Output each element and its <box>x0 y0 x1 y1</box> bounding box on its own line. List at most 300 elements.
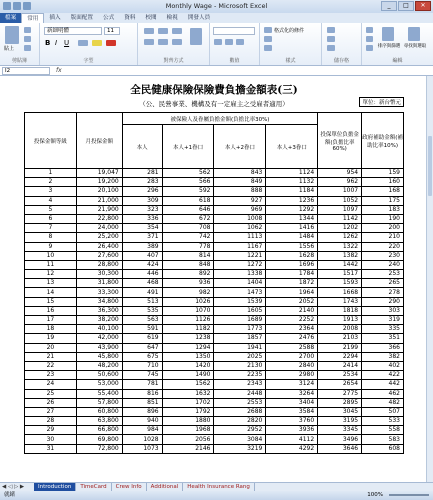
tab-page-layout[interactable]: 版面配置 <box>70 15 93 21</box>
table-cell: 1007 <box>318 187 362 196</box>
table-row <box>25 380 404 389</box>
paste-icon[interactable] <box>5 26 19 44</box>
table-cell: 28,800 <box>76 260 122 269</box>
table-cell: 26 <box>25 398 77 407</box>
table-cell: 335 <box>362 325 404 334</box>
table-cell: 323 <box>122 205 162 214</box>
currency-icon[interactable] <box>214 39 222 45</box>
table-cell: 892 <box>162 270 214 279</box>
table-row <box>25 398 404 407</box>
table-cell: 608 <box>362 444 404 453</box>
header-salary: 月投保金額 <box>76 113 122 169</box>
table-cell: 23 <box>25 371 77 380</box>
table-cell: 1562 <box>162 380 214 389</box>
table-cell: 1272 <box>214 260 266 269</box>
table-row <box>25 352 404 361</box>
table-cell: 27 <box>25 407 77 416</box>
italic-button[interactable]: I <box>55 39 58 47</box>
font-color-icon[interactable] <box>106 40 116 46</box>
tab-home[interactable]: 常用 <box>21 13 44 23</box>
table-cell: 2364 <box>266 325 318 334</box>
table-cell: 278 <box>362 288 404 297</box>
table-cell: 1632 <box>162 389 214 398</box>
table-cell: 336 <box>122 214 162 223</box>
table-cell: 20,100 <box>76 187 122 196</box>
table-cell: 2688 <box>214 407 266 416</box>
table-cell: 230 <box>362 251 404 260</box>
find-select-label[interactable]: 尋找與選取 <box>403 44 427 49</box>
table-cell: 21 <box>25 352 77 361</box>
copy-icon[interactable] <box>24 36 31 42</box>
table-cell: 424 <box>122 260 162 269</box>
title-bar <box>0 0 433 13</box>
table-cell: 562 <box>162 169 214 178</box>
table-cell: 1097 <box>318 205 362 214</box>
table-cell: 57,800 <box>76 398 122 407</box>
conditional-format-label[interactable]: 格式化的條件 <box>274 28 305 34</box>
table-cell: 1484 <box>266 233 318 242</box>
table-cell: 982 <box>162 288 214 297</box>
group-number <box>210 23 260 65</box>
group-label: 對齊方式 <box>163 58 184 64</box>
table-cell: 8 <box>25 233 77 242</box>
table-row <box>25 178 404 187</box>
table-cell: 1784 <box>266 270 318 279</box>
table-row <box>25 426 404 435</box>
group-label: 樣式 <box>285 58 296 64</box>
table-row <box>25 316 404 325</box>
table-cell: 1696 <box>266 260 318 269</box>
table-row <box>25 233 404 242</box>
minimize-button[interactable]: _ <box>381 1 397 11</box>
table-cell: 72,800 <box>76 444 122 453</box>
align-top-icon[interactable] <box>144 28 154 34</box>
table-cell: 2008 <box>318 325 362 334</box>
header-gov: 政府補助金額(補助比率10%) <box>362 113 404 169</box>
table-cell: 25,200 <box>76 233 122 242</box>
header-plus1: 本人+1眷口 <box>162 125 214 169</box>
table-cell: 1202 <box>318 224 362 233</box>
table-cell: 1872 <box>266 279 318 288</box>
table-cell: 954 <box>318 169 362 178</box>
table-row <box>25 343 404 352</box>
table-cell: 29 <box>25 426 77 435</box>
table-cell: 4292 <box>266 444 318 453</box>
group-cells <box>322 23 362 65</box>
table-cell: 281 <box>122 169 162 178</box>
sheet-tab-crew-info[interactable]: Crew Info <box>112 483 147 491</box>
table-cell: 402 <box>362 361 404 370</box>
table-cell: 2140 <box>266 306 318 315</box>
table-cell: 6 <box>25 214 77 223</box>
table-cell: 1167 <box>214 242 266 251</box>
table-row <box>25 417 404 426</box>
group-label: 編輯 <box>392 58 403 64</box>
tab-insert[interactable]: 插入 <box>49 15 61 21</box>
window-title: Monthly Wage - Microsoft Excel <box>165 2 268 10</box>
table-cell: 183 <box>362 205 404 214</box>
table-cell: 4 <box>25 196 77 205</box>
table-cell: 210 <box>362 233 404 242</box>
table-cell: 1689 <box>214 316 266 325</box>
table-cell: 1593 <box>318 279 362 288</box>
group-label: 字型 <box>83 58 94 64</box>
subtitle-text: （公、民營事業、機構及有一定雇主之受雇者適用） <box>139 100 289 108</box>
table-cell: 220 <box>362 242 404 251</box>
header-plus3: 本人+3眷口 <box>266 125 318 169</box>
table-cell: 43,900 <box>76 343 122 352</box>
table-cell: 175 <box>362 196 404 205</box>
table-cell: 3646 <box>318 444 362 453</box>
table-cell: 2588 <box>266 343 318 352</box>
table-cell: 1070 <box>162 306 214 315</box>
table-cell: 2252 <box>266 316 318 325</box>
table-row <box>25 196 404 205</box>
table-cell: 936 <box>162 279 214 288</box>
table-cell: 851 <box>122 398 162 407</box>
table-cell: 1880 <box>162 417 214 426</box>
border-icon[interactable] <box>78 40 88 46</box>
table-cell: 38,200 <box>76 316 122 325</box>
scroll-thumb[interactable] <box>428 136 432 196</box>
table-cell: 240 <box>362 260 404 269</box>
table-cell: 1792 <box>162 407 214 416</box>
table-cell: 1442 <box>318 260 362 269</box>
group-styles <box>260 23 322 65</box>
table-row <box>25 325 404 334</box>
table-cell: 984 <box>122 426 162 435</box>
table-cell: 48,200 <box>76 361 122 370</box>
table-row <box>25 251 404 260</box>
font-name-select[interactable]: 新細明體 <box>44 27 102 35</box>
table-cell: 319 <box>362 316 404 325</box>
table-cell: 969 <box>214 205 266 214</box>
group-clipboard <box>0 23 40 65</box>
header-self: 本人 <box>122 125 162 169</box>
table-cell: 168 <box>362 187 404 196</box>
worksheet[interactable] <box>0 76 426 482</box>
format-table-icon[interactable] <box>264 36 272 42</box>
find-select-icon[interactable] <box>408 27 420 41</box>
fx-icon[interactable]: fx <box>56 67 62 74</box>
table-cell: 619 <box>122 334 162 343</box>
table-cell: 351 <box>362 334 404 343</box>
table-cell: 3936 <box>266 426 318 435</box>
bold-button[interactable]: B <box>45 39 51 47</box>
table-cell: 2130 <box>214 361 266 370</box>
table-cell: 1382 <box>318 251 362 260</box>
table-cell: 3404 <box>266 398 318 407</box>
table-cell: 3045 <box>318 407 362 416</box>
table-cell: 583 <box>362 435 404 444</box>
table-cell: 2775 <box>318 389 362 398</box>
page-subtitle <box>24 99 404 108</box>
table-cell: 1968 <box>162 426 214 435</box>
table-cell: 2 <box>25 178 77 187</box>
table-cell: 2448 <box>214 389 266 398</box>
table-cell: 618 <box>162 196 214 205</box>
table-cell: 3760 <box>266 417 318 426</box>
table-cell: 69,800 <box>76 435 122 444</box>
ribbon <box>0 23 433 66</box>
table-cell: 19,200 <box>76 178 122 187</box>
sheet-tab-introduction[interactable]: Introduction <box>34 483 76 491</box>
table-row <box>25 279 404 288</box>
table-cell: 2343 <box>214 380 266 389</box>
table-cell: 647 <box>122 343 162 352</box>
table-cell: 22 <box>25 361 77 370</box>
group-editing <box>362 23 433 65</box>
table-cell: 60,800 <box>76 407 122 416</box>
unit-label: 單位：新台幣元 <box>359 97 404 107</box>
table-cell: 160 <box>362 178 404 187</box>
table-cell: 3496 <box>318 435 362 444</box>
table-cell: 2820 <box>214 417 266 426</box>
table-cell: 159 <box>362 169 404 178</box>
sheet-tab-additional[interactable]: Additional <box>147 483 184 491</box>
table-cell: 296 <box>122 187 162 196</box>
group-label: 儲存格 <box>333 58 349 64</box>
table-cell: 265 <box>362 279 404 288</box>
table-cell: 2895 <box>318 398 362 407</box>
table-cell: 1420 <box>162 361 214 370</box>
tab-developer[interactable]: 開發人員 <box>187 15 211 21</box>
table-cell: 2553 <box>214 398 266 407</box>
table-cell: 2476 <box>266 334 318 343</box>
wrap-text-icon[interactable] <box>190 28 202 45</box>
sheet-tab-health-insurance[interactable]: Health Insurance Rang <box>183 483 255 491</box>
clear-icon[interactable] <box>366 45 373 51</box>
tab-file[interactable]: 檔案 <box>0 13 21 23</box>
percent-icon[interactable] <box>225 39 233 45</box>
table-cell: 1668 <box>318 288 362 297</box>
tab-data[interactable]: 資料 <box>124 15 136 21</box>
table-cell: 21,000 <box>76 196 122 205</box>
table-row <box>25 361 404 370</box>
fill-color-icon[interactable] <box>92 40 102 46</box>
table-cell: 2414 <box>318 361 362 370</box>
table-cell: 1702 <box>162 398 214 407</box>
table-cell: 389 <box>122 242 162 251</box>
table-cell: 309 <box>122 196 162 205</box>
zoom-slider[interactable] <box>389 494 429 496</box>
tab-view[interactable]: 檢視 <box>166 15 178 21</box>
table-cell: 200 <box>362 224 404 233</box>
zoom-level: 100% <box>367 492 383 498</box>
table-cell: 26,400 <box>76 242 122 251</box>
table-cell: 366 <box>362 343 404 352</box>
group-font <box>40 23 138 65</box>
table-row <box>25 224 404 233</box>
ribbon-tabs <box>0 13 433 23</box>
table-cell: 742 <box>162 233 214 242</box>
table-cell: 446 <box>122 270 162 279</box>
premium-table <box>24 112 404 454</box>
table-cell: 1913 <box>318 316 362 325</box>
align-right-icon[interactable] <box>172 39 182 45</box>
status-bar <box>0 491 433 500</box>
table-cell: 30 <box>25 435 77 444</box>
table-cell: 491 <box>122 288 162 297</box>
tab-formulas[interactable]: 公式 <box>103 15 115 21</box>
fill-icon[interactable] <box>366 36 373 42</box>
table-cell: 3219 <box>214 444 266 453</box>
table-cell: 778 <box>162 242 214 251</box>
table-cell: 20 <box>25 343 77 352</box>
table-cell: 17 <box>25 316 77 325</box>
table-cell: 1221 <box>214 251 266 260</box>
table-cell: 566 <box>162 178 214 187</box>
cell-styles-icon[interactable] <box>264 45 272 51</box>
sort-filter-icon[interactable] <box>382 27 394 41</box>
table-row <box>25 205 404 214</box>
table-row <box>25 288 404 297</box>
table-cell: 2052 <box>266 297 318 306</box>
table-row <box>25 407 404 416</box>
table-cell: 646 <box>162 205 214 214</box>
table-cell: 940 <box>122 417 162 426</box>
table-row <box>25 242 404 251</box>
align-left-icon[interactable] <box>144 39 154 45</box>
sheet-tab-timecard[interactable]: TimeCard <box>76 483 111 491</box>
table-cell: 745 <box>122 371 162 380</box>
sheet-nav-arrows[interactable]: ◀ ◁ ▷ ▶ <box>2 484 25 490</box>
table-cell: 2534 <box>318 371 362 380</box>
table-cell: 3345 <box>318 426 362 435</box>
table-cell: 1132 <box>266 178 318 187</box>
table-body <box>25 169 404 454</box>
number-format-select[interactable] <box>213 27 255 35</box>
table-cell: 1818 <box>318 306 362 315</box>
table-cell: 2952 <box>214 426 266 435</box>
tab-review[interactable]: 校閱 <box>145 15 157 21</box>
group-alignment <box>138 23 210 65</box>
table-cell: 1113 <box>214 233 266 242</box>
table-cell: 15 <box>25 297 77 306</box>
table-cell: 1857 <box>214 334 266 343</box>
table-cell: 1026 <box>162 297 214 306</box>
table-row <box>25 389 404 398</box>
table-cell: 1344 <box>266 214 318 223</box>
autosum-icon[interactable] <box>366 27 373 33</box>
table-cell: 40,100 <box>76 325 122 334</box>
table-cell: 354 <box>122 224 162 233</box>
table-cell: 1073 <box>122 444 162 453</box>
table-cell: 1490 <box>162 371 214 380</box>
table-cell: 24 <box>25 380 77 389</box>
sort-filter-label[interactable]: 排序與篩選 <box>377 44 401 49</box>
table-cell: 558 <box>362 426 404 435</box>
table-cell: 1338 <box>214 270 266 279</box>
table-cell: 25 <box>25 389 77 398</box>
maximize-button[interactable]: □ <box>398 1 414 11</box>
premium-table-document <box>24 80 404 454</box>
table-cell: 30,300 <box>76 270 122 279</box>
table-cell: 9 <box>25 242 77 251</box>
delete-cells-icon[interactable] <box>327 36 335 42</box>
format-cells-icon[interactable] <box>327 45 335 51</box>
align-middle-icon[interactable] <box>158 28 168 34</box>
insert-cells-icon[interactable] <box>327 27 335 33</box>
table-cell: 24,000 <box>76 224 122 233</box>
table-row <box>25 306 404 315</box>
table-cell: 2980 <box>266 371 318 380</box>
group-label: 剪貼簿 <box>11 58 27 64</box>
table-cell: 1773 <box>214 325 266 334</box>
table-cell: 2700 <box>266 352 318 361</box>
table-cell: 21,900 <box>76 205 122 214</box>
vertical-scrollbar[interactable] <box>426 76 433 482</box>
table-cell: 36,300 <box>76 306 122 315</box>
table-row <box>25 334 404 343</box>
comma-icon[interactable] <box>236 39 244 45</box>
table-cell: 1473 <box>214 288 266 297</box>
table-cell: 5 <box>25 205 77 214</box>
table-cell: 42,000 <box>76 334 122 343</box>
table-cell: 2103 <box>318 334 362 343</box>
table-cell: 675 <box>122 352 162 361</box>
table-cell: 1605 <box>214 306 266 315</box>
table-cell: 1628 <box>266 251 318 260</box>
name-box[interactable]: I2 <box>2 67 50 75</box>
formula-bar <box>0 66 433 76</box>
format-painter-icon[interactable] <box>24 45 31 51</box>
table-cell: 16 <box>25 306 77 315</box>
table-cell: 63,800 <box>76 417 122 426</box>
font-size-select[interactable]: 11 <box>104 27 120 35</box>
table-cell: 1008 <box>214 214 266 223</box>
table-cell: 513 <box>122 297 162 306</box>
header-plus2: 本人+2眷口 <box>214 125 266 169</box>
table-cell: 927 <box>214 196 266 205</box>
table-cell: 1743 <box>318 297 362 306</box>
conditional-format-icon[interactable] <box>264 27 272 33</box>
table-cell: 66,800 <box>76 426 122 435</box>
table-cell: 55,400 <box>76 389 122 398</box>
table-cell: 507 <box>362 407 404 416</box>
table-cell: 2654 <box>318 380 362 389</box>
table-cell: 1184 <box>266 187 318 196</box>
table-cell: 1539 <box>214 297 266 306</box>
close-button[interactable]: ✕ <box>415 1 431 11</box>
table-cell: 371 <box>122 233 162 242</box>
table-cell: 283 <box>122 178 162 187</box>
table-cell: 3 <box>25 187 77 196</box>
underline-button[interactable]: U <box>64 39 70 47</box>
table-cell: 2199 <box>318 343 362 352</box>
table-cell: 533 <box>362 417 404 426</box>
table-cell: 816 <box>122 389 162 398</box>
align-bottom-icon[interactable] <box>172 28 182 34</box>
table-cell: 3124 <box>266 380 318 389</box>
table-cell: 45,800 <box>76 352 122 361</box>
table-cell: 1182 <box>162 325 214 334</box>
table-cell: 1142 <box>318 214 362 223</box>
table-cell: 12 <box>25 270 77 279</box>
table-row <box>25 444 404 453</box>
table-cell: 31,800 <box>76 279 122 288</box>
table-cell: 1964 <box>266 288 318 297</box>
table-row <box>25 260 404 269</box>
table-cell: 28 <box>25 417 77 426</box>
table-cell: 1062 <box>214 224 266 233</box>
align-center-icon[interactable] <box>158 39 168 45</box>
table-cell: 848 <box>162 260 214 269</box>
cut-icon[interactable] <box>24 27 31 33</box>
page-title: 全民健康保險保險費負擔金額表(三) <box>130 84 298 96</box>
table-cell: 849 <box>214 178 266 187</box>
table-cell: 27,600 <box>76 251 122 260</box>
